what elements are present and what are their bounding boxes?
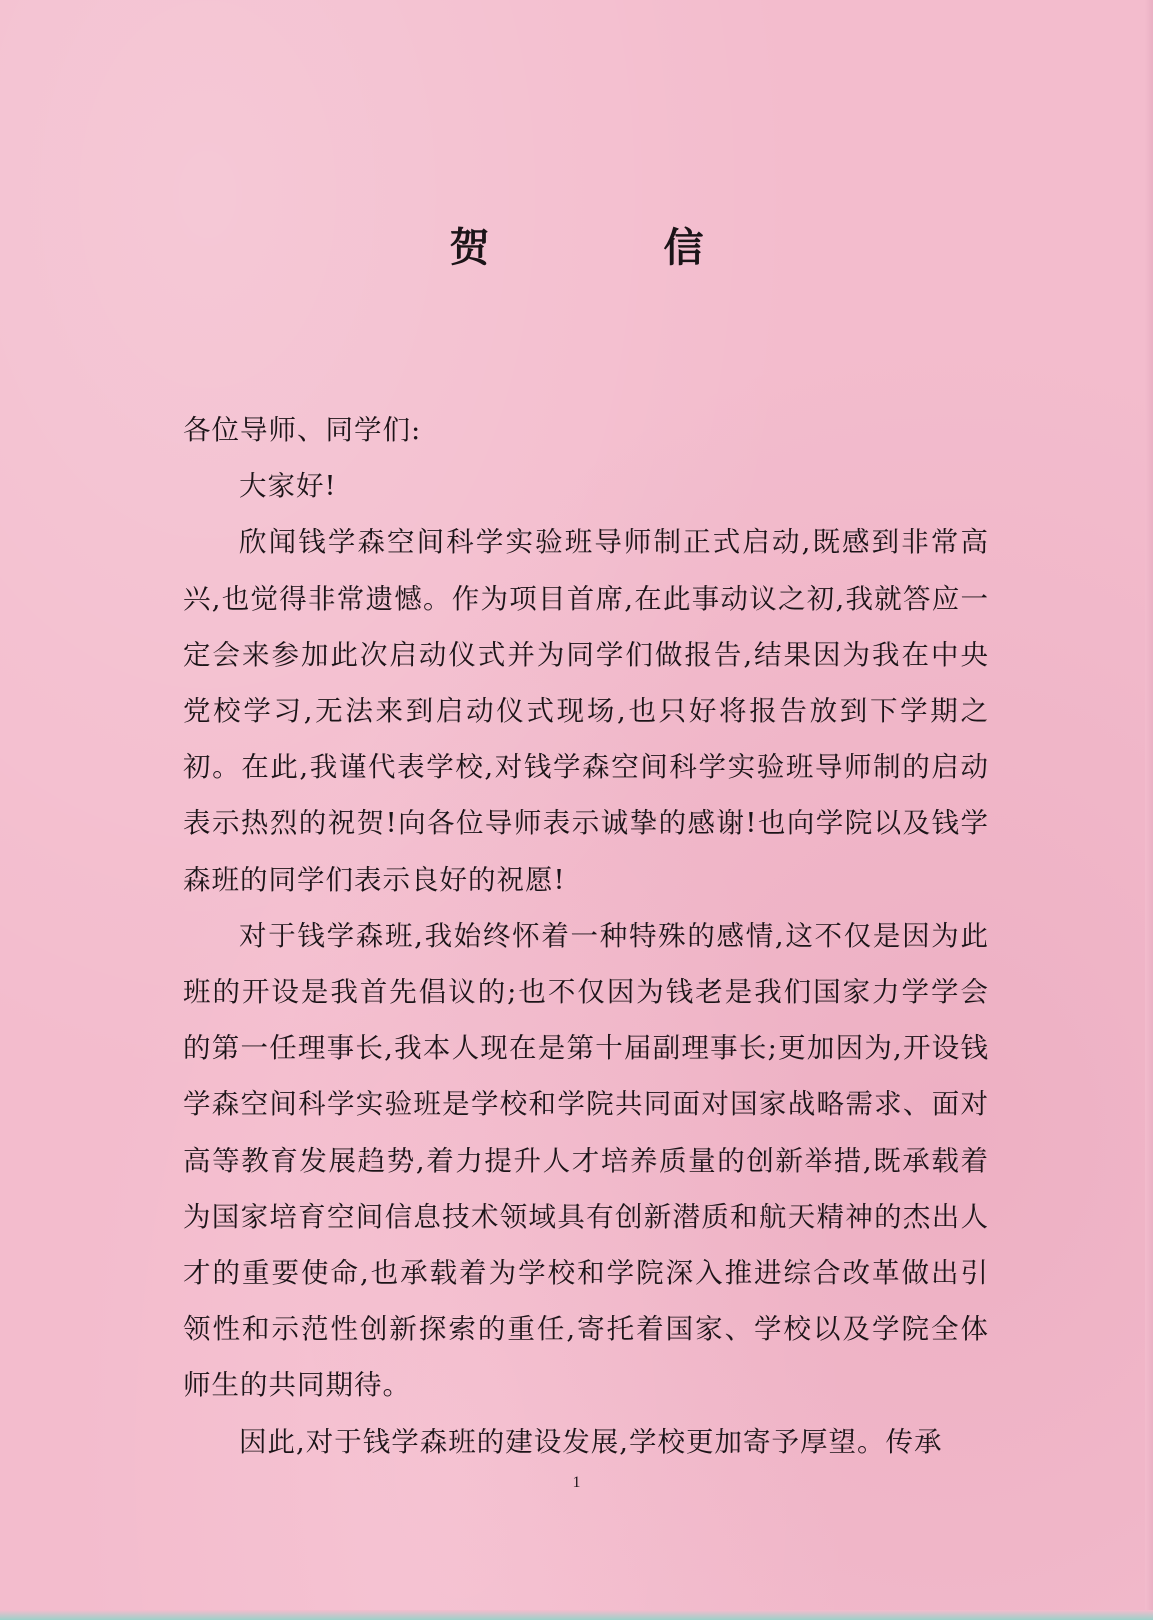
page-number: 1	[572, 1474, 581, 1491]
letter-title: 贺 信	[449, 224, 784, 271]
paragraph-1: 欣闻钱学森空间科学实验班导师制正式启动,既感到非常高兴,也觉得非常遗憾。作为项目首席,在此事动议之初,我就答应一定会来参加此次启动仪式并为同学们做报告,结果因为我在中央党校学习,无法来到启动仪式现场,也只好将报告放到下学期之初。在此,我谨代表学校,对钱学森空间科学实验班导师制的启动表示热烈的祝贺!向各位导师表示诚挚的感谢!也向学院以及钱学森班的同学们表示良好的祝愿!	[183, 526, 989, 896]
scan-edge-bottom	[0, 1610, 1153, 1620]
paragraph-2: 对于钱学森班,我始终怀着一种特殊的感情,这不仅是因为此班的开设是我首先倡议的;也不仅因为钱老是我们国家力学学会的第一任理事长,我本人现在是第十届副理事长;更加因为,开设钱学森空间科学实验班是学校和学院共同面对国家战略需求、面对高等教育发展趋势,着力提升人才培养质量的创新举措,既承载着为国家培育空间信息技术领域具有创新潜质和航天精神的杰出人才的重要使命,也承载着为学校和学院深入推进综合改革做出引领性和示范性创新探索的重任,寄托着国家、学校以及学院全体师生的共同期待。	[183, 919, 989, 1402]
greeting: 大家好!	[239, 470, 337, 503]
letter-body	[183, 402, 989, 1470]
salutation: 各位导师、同学们:	[183, 414, 422, 446]
paragraph-3: 因此,对于钱学森班的建设发展,学校更加寄予厚望。传承	[239, 1425, 943, 1458]
